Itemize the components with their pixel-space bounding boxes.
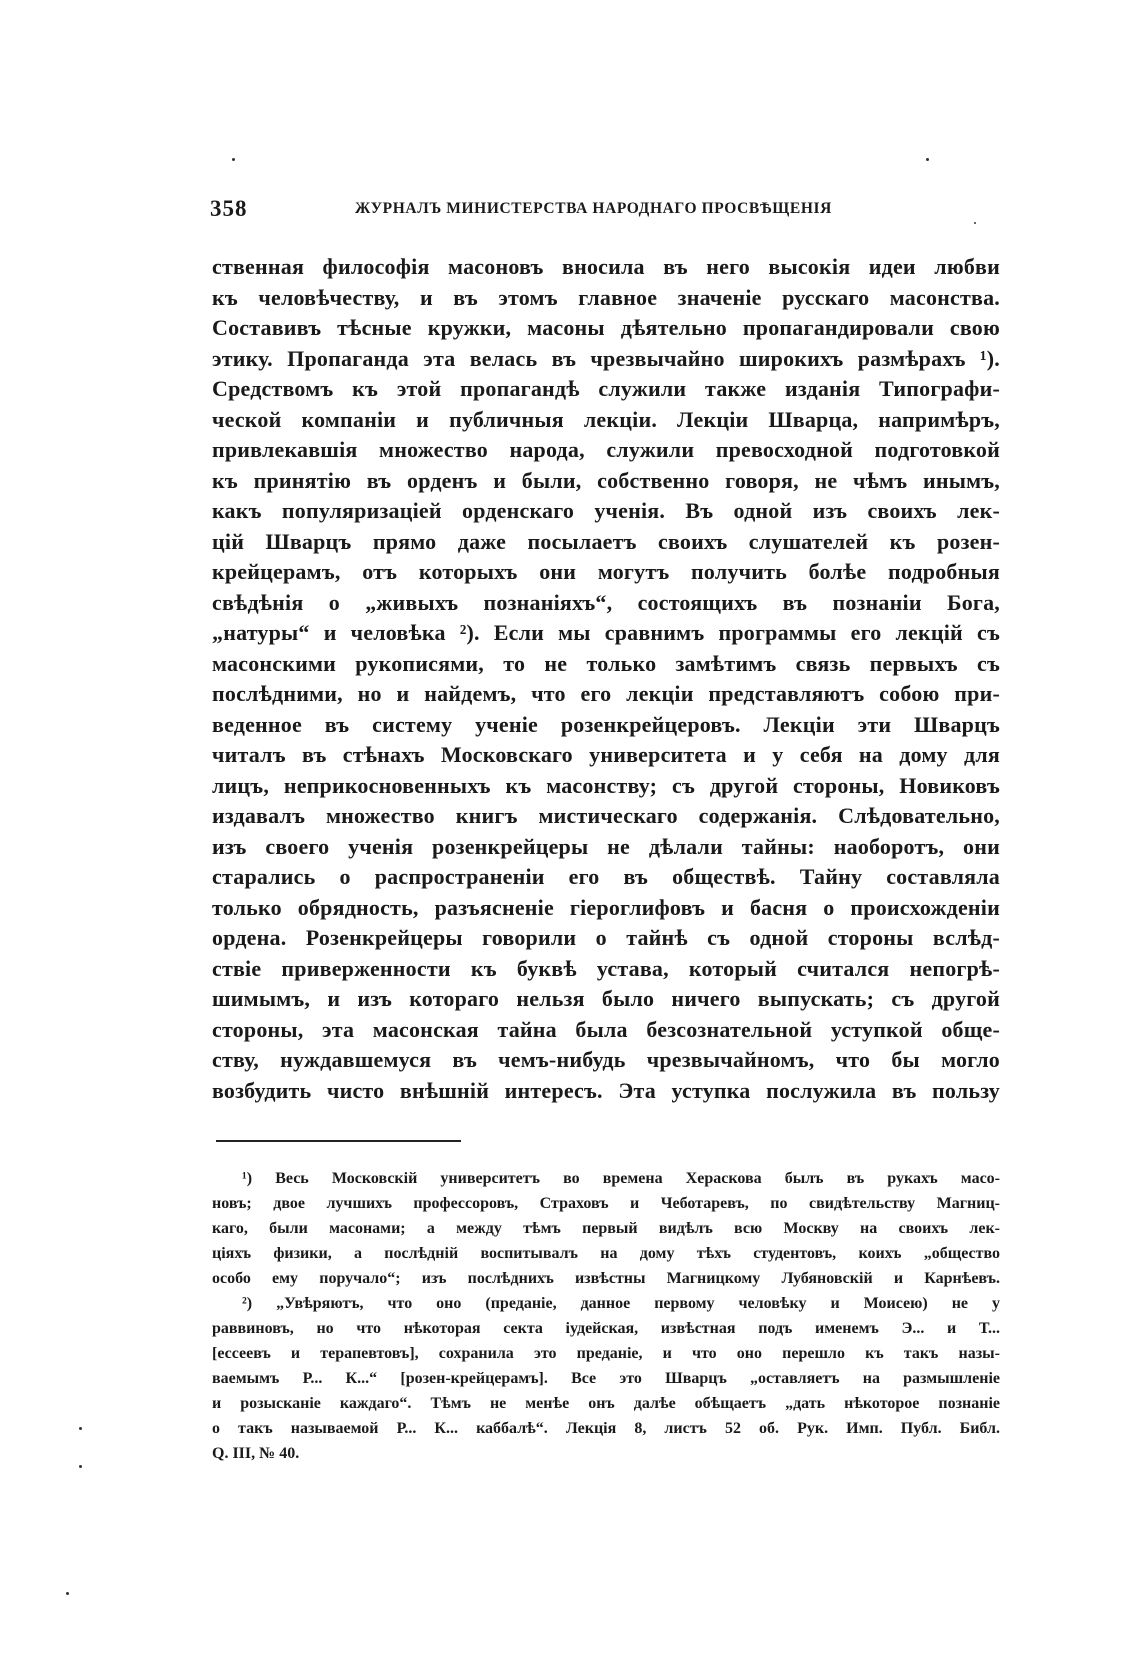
running-title: ЖУРНАЛЪ МИНИСТЕРСТВА НАРОДНАГО ПРОСВѢЩЕНІЯ	[355, 200, 832, 217]
footnotes	[212, 1166, 1000, 1466]
footnote-line: [ессеевъ и терапевтовъ], сохранила это преданіе, и что оно перешло къ такъ назы-	[212, 1345, 1000, 1362]
text-line: къ принятію въ орденъ и были, собственно говоря, не чѣмъ инымъ,	[212, 467, 1000, 493]
text-line: послѣдними, но и найдемъ, что его лекціи представляютъ собою при-	[212, 681, 1000, 706]
text-line: только обрядность, разъясненіе гіероглифовъ и басня о происхожденіи	[212, 894, 1000, 920]
footnote-line: и розысканіе каждаго“. Тѣмъ не менѣе онъ далѣе обѣщаетъ „дать нѣкоторое познаніе	[212, 1395, 1000, 1412]
text-line: къ человѣчеству, и въ этомъ главное значеніе русскаго масонства.	[212, 284, 1000, 310]
text-line: Средствомъ къ этой пропагандѣ служили также изданія Типографи-	[212, 376, 1000, 401]
text-line: лицъ, неприкосновенныхъ къ масонству; съ другой стороны, Новиковъ	[212, 772, 1000, 798]
text-line: старались о распространеніи его въ обществѣ. Тайну составляла	[212, 864, 1000, 889]
text-line: издавалъ множество книгъ мистическаго содержанія. Слѣдовательно,	[212, 803, 1000, 828]
footnote-line: Q. III, № 40.	[212, 1445, 300, 1462]
page-header	[210, 196, 1000, 228]
text-line: крейцерамъ, отъ которыхъ они могутъ получить болѣе подробныя	[212, 559, 1000, 584]
footnote-line: ваемымъ Р... К...“ [розен-крейцерамъ]. Все это Шварцъ „оставляетъ на размышленіе	[212, 1370, 1000, 1387]
text-line: ордена. Розенкрейцеры говорили о тайнѣ съ одной стороны вслѣд-	[212, 925, 1000, 950]
footnote-divider	[216, 1140, 461, 1142]
scan-speck	[66, 1592, 69, 1595]
text-line: стороны, эта масонская тайна была безсознательной уступкой обще-	[212, 1016, 1000, 1042]
text-line: привлекавшія множество народа, служили превосходной подготовкой	[212, 437, 1000, 462]
footnote-line: ціяхъ физики, а послѣдній воспитывалъ на дому тѣхъ студентовъ, коихъ „общество	[212, 1245, 1000, 1262]
text-line: веденное въ систему ученіе розенкрейцеровъ. Лекціи эти Шварцъ	[212, 711, 1000, 737]
scan-speck	[926, 158, 929, 161]
text-line: Составивъ тѣсные кружки, масоны дѣятельно пропагандировали свою	[212, 315, 1000, 340]
text-line: ству, нуждавшемуся въ чемъ-нибудь чрезвычайномъ, что бы могло	[212, 1047, 1000, 1072]
scan-speck	[79, 1427, 82, 1430]
text-line: „натуры“ и человѣка ²). Если мы сравнимъ программы его лекцій съ	[212, 620, 1000, 645]
text-line: свѣдѣнія о „живыхъ познаніяхъ“, состоящихъ въ познаніи Бога,	[212, 589, 1000, 615]
text-line: шимымъ, и изъ котораго нельзя было ничего выпускать; съ другой	[212, 986, 1000, 1011]
scan-speck	[79, 1465, 82, 1468]
text-line: изъ своего ученія розенкрейцеры не дѣлали тайны: наоборотъ, они	[212, 833, 1000, 859]
text-line: ствіе приверженности къ буквѣ устава, который считался непогрѣ-	[212, 955, 1000, 981]
text-line: какъ популяризаціей орденскаго ученія. Въ одной изъ своихъ лек-	[212, 498, 1000, 523]
text-line: масонскими рукописями, то не только замѣтимъ связь первыхъ съ	[212, 650, 1000, 676]
text-line: этику. Пропаганда эта велась въ чрезвычайно широкихъ размѣрахъ ¹).	[212, 345, 1000, 371]
text-line: читалъ въ стѣнахъ Московскаго университета и у себя на дому для	[212, 742, 1000, 767]
text-line: ческой компаніи и публичныя лекціи. Лекціи Шварца, напримѣръ,	[212, 406, 1000, 432]
page-number: 358	[210, 196, 248, 221]
footnote-line: ¹) Весь Московскій университетъ во времена Хераскова былъ въ рукахъ масо-	[242, 1170, 1000, 1187]
scan-speck	[232, 158, 235, 161]
footnote-line: новъ; двое лучшихъ профессоровъ, Страховъ и Чеботаревъ, по свидѣтельству Магниц-	[212, 1195, 1000, 1212]
footnote-line: раввиновъ, но что нѣкоторая секта іудейская, извѣстная подъ именемъ Э... и Т...	[212, 1320, 1000, 1337]
footnote-line: о такъ называемой Р... К... каббалѣ“. Лекція 8, листъ 52 об. Рук. Имп. Публ. Библ.	[212, 1420, 1000, 1437]
text-line: ственная философія масоновъ вносила въ него высокія идеи любви	[212, 254, 1000, 279]
footnote-line: особо ему поручало“; изъ послѣднихъ извѣстны Магницкому Лубяновскій и Карнѣевъ.	[212, 1270, 1000, 1287]
text-line: возбудить чисто внѣшній интересъ. Эта уступка послужила въ пользу	[212, 1077, 1000, 1103]
body-text	[212, 252, 1000, 1106]
text-line: цій Шварцъ прямо даже посылаетъ своихъ слушателей къ розен-	[212, 528, 1000, 554]
footnote-line: каго, были масонами; а между тѣмъ первый видѣлъ всю Москву на своихъ лек-	[212, 1220, 1000, 1237]
footnote-line: ²) „Увѣряютъ, что оно (преданіе, данное первому человѣку и Моисею) не у	[242, 1295, 1000, 1312]
